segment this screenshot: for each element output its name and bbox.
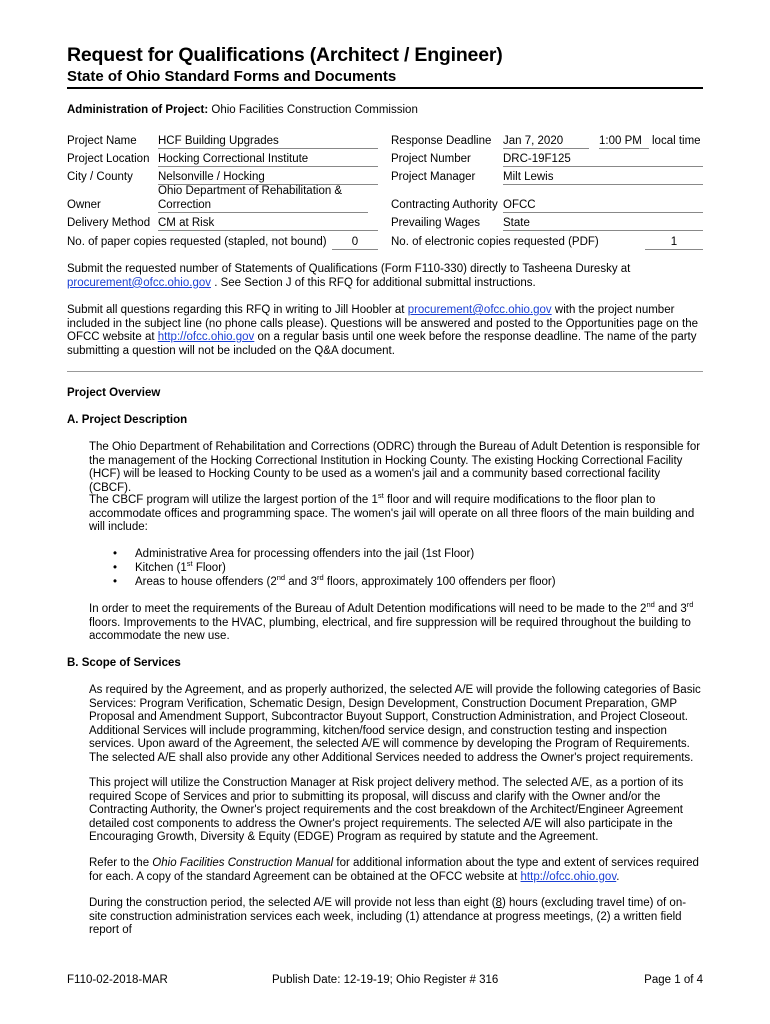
- administration-line: [67, 104, 418, 116]
- sup-nd: nd: [646, 600, 655, 610]
- page-subtitle: State of Ohio Standard Forms and Documents: [67, 68, 397, 85]
- bullet-2-pre: Kitchen (1: [135, 562, 187, 574]
- submit-email-link[interactable]: procurement@ofcc.ohio.gov: [67, 276, 211, 289]
- local-time-label: local time: [652, 135, 701, 147]
- p3-text-post: floors. Improvements to the HVAC, plumbing, electrical, and fire suppression will be required throughout the building to accommodate the new use.: [89, 616, 691, 643]
- description-paragraph-2: [89, 491, 703, 535]
- submit-text: Submit the requested number of Statements of Qualifications (Form F110-330) directly to Tasheena Duresky at: [67, 263, 631, 275]
- scope-paragraph-4: [89, 897, 703, 938]
- scope-paragraph-3: Refer to the Ohio Facilities Construction Manual for additional information about the type and extent of services required for each. A copy of the standard Agreement can be obtained at the OFCC website at http://ofcc.ohio.gov.: [89, 857, 699, 883]
- response-deadline-date-field[interactable]: Jan 7, 2020: [503, 134, 589, 149]
- section-divider: [67, 371, 703, 372]
- owner-label: Owner: [67, 199, 101, 211]
- p4-text-post: ) hours (excluding travel time) of on-site construction administration services each week, including (1) attendance at progress meetings, (2) a written field report of: [89, 897, 687, 937]
- project-overview-heading: Project Overview: [67, 387, 161, 399]
- scope-paragraph-2: This project will utilize the Construction Manager at Risk project delivery method. The selected A/E, as a portion of its required Scope of Services and prior to submitting its proposal, will discuss and clarify with the Owner and/or the Contracting Authority, the Owner's project requirements and the cost breakdown of the Architect/Engineer Agreement detailed cost components to address the Owner's project requirements. The selected A/E will also participate in the Encouraging Growth, Diversity & Equity (EDGE) Program as required by statute and the Agreement.: [89, 777, 684, 844]
- prevailing-wages-field[interactable]: State: [503, 216, 703, 231]
- project-name-field[interactable]: HCF Building Upgrades: [158, 134, 378, 149]
- sup-st: st: [186, 559, 193, 569]
- submit-text-tail: . See Section J of this RFQ for additional submittal instructions.: [214, 276, 536, 289]
- city-county-field[interactable]: Nelsonville / Hocking: [158, 170, 378, 185]
- project-number-label: Project Number: [391, 153, 471, 165]
- electronic-copies-label: No. of electronic copies requested (PDF): [391, 236, 599, 248]
- paper-copies-field[interactable]: 0: [332, 235, 378, 250]
- footer-publish-date: Publish Date: 12-19-19; Ohio Register # 316: [272, 974, 499, 986]
- questions-paragraph: [67, 304, 703, 358]
- questions-text-mid: with the project number included in the subject line (no phone calls please). Questions will be answered and posted to the Opportunities page on the OFCC website at: [67, 304, 698, 344]
- description-paragraph-1: The Ohio Department of Rehabilitation and Corrections (ODRC) through the Bureau of Adult Detention is responsible for the management of the Hocking Correctional Institution in Hocking County. The existing Hocking Correctional Facility (HCF) will be leased to Hocking County to be used as a women's jail and a community based correctional facility (CBCF).: [89, 441, 701, 494]
- delivery-method-field[interactable]: CM at Risk: [158, 216, 378, 231]
- bullet-3-mid: and 3: [285, 576, 318, 588]
- footer-form-id: F110-02-2018-MAR: [67, 974, 168, 986]
- bullet-1-text: Administrative Area for processing offenders into the jail (1st Floor): [135, 548, 475, 560]
- hours-number: 8: [495, 897, 502, 909]
- bullet-3-post: floors, approximately 100 offenders per floor): [323, 576, 556, 588]
- p4-text-pre: During the construction period, the selected A/E will provide not less than eight (: [89, 897, 496, 909]
- p3b-text-pre: Refer to the: [89, 857, 150, 869]
- sup-st: st: [377, 491, 384, 501]
- description-paragraph-3: [89, 600, 703, 644]
- electronic-copies-field[interactable]: 1: [645, 235, 703, 250]
- ofcc-website-link[interactable]: http://ofcc.ohio.gov: [157, 331, 255, 344]
- scope-of-services-heading: B. Scope of Services: [67, 657, 181, 669]
- project-name-label: Project Name: [67, 135, 137, 147]
- delivery-method-label: Delivery Method: [67, 217, 151, 229]
- paper-copies-label: No. of paper copies requested (stapled, not bound): [67, 236, 327, 248]
- page-title: Request for Qualifications (Architect / Engineer): [67, 44, 503, 66]
- bullet-2-post: Floor): [192, 562, 226, 574]
- p3-text-mid: and 3: [654, 603, 687, 615]
- response-deadline-label: Response Deadline: [391, 135, 492, 147]
- city-county-label: City / County: [67, 171, 133, 183]
- project-location-field[interactable]: Hocking Correctional Institute: [158, 152, 378, 167]
- scope-paragraph-1: As required by the Agreement, and as properly authorized, the selected A/E will provide the following categories of Basic Services: Program Verification, Schematic Design, Design Development, Construction Document Preparation, GMP Proposal and Amendment Support, Subcontractor Buyout Support, Construction Administration, and Project Closeout. Additional Services will include programming, kitchen/food service design, and construction testing and inspection services. Upon award of the Agreement, the selected A/E will commence by developing the Program of Requirements. The selected A/E shall also provide any other Additional Services needed to address the Owner's project requirements.: [89, 684, 701, 764]
- project-location-label: Project Location: [67, 153, 150, 165]
- manual-title: Ohio Facilities Construction Manual: [152, 857, 334, 869]
- sup-nd: nd: [276, 573, 286, 583]
- questions-text-tail: on a regular basis until one week before the response deadline. The name of the party submitting a question will not be included on the Q&A document.: [67, 331, 697, 357]
- sup-rd: rd: [317, 573, 324, 583]
- agreement-website-link[interactable]: http://ofcc.ohio.gov: [520, 870, 617, 883]
- p2-text-post: floor and will require modifications to the floor plan to accommodate offices and programming space. The women's jail will operate on all three floors of the main building and will include:: [89, 494, 695, 534]
- project-manager-field[interactable]: Milt Lewis: [503, 170, 703, 185]
- contracting-authority-label: Contracting Authority: [391, 199, 498, 211]
- p3-text-pre: In order to meet the requirements of the Bureau of Adult Detention modifications will need to be made to the 2: [89, 603, 647, 615]
- p3b-text-mid: for additional information about the type and extent of services required for each. A copy of the standard Agreement can be obtained at the OFCC website at: [89, 857, 699, 883]
- questions-text: Submit all questions regarding this RFQ in writing to Jill Hoobler at: [67, 304, 405, 316]
- project-manager-label: Project Manager: [391, 171, 476, 183]
- administration-value: Ohio Facilities Construction Commission: [211, 104, 418, 116]
- footer-page-number: Page 1 of 4: [644, 974, 703, 986]
- title-divider: [67, 87, 703, 89]
- response-deadline-time-field[interactable]: 1:00 PM: [599, 134, 649, 149]
- p2-text-pre: The CBCF program will utilize the largest portion of the 1: [89, 494, 378, 506]
- bullet-item-2: • Kitchen (1st Floor): [113, 559, 226, 574]
- administration-label: Administration of Project:: [67, 104, 209, 116]
- project-number-field[interactable]: DRC-19F125: [503, 152, 703, 167]
- questions-email-link[interactable]: procurement@ofcc.ohio.gov: [407, 304, 552, 316]
- bullet-3-pre: Areas to house offenders (2: [135, 576, 277, 588]
- owner-field[interactable]: Ohio Department of Rehabilitation & Correction: [158, 184, 368, 213]
- submit-paragraph: [67, 263, 703, 290]
- prevailing-wages-label: Prevailing Wages: [391, 217, 481, 229]
- bullet-item-3: • Areas to house offenders (2nd and 3rd floors, approximately 100 offenders per floor): [113, 573, 556, 588]
- bullet-item-1: • Administrative Area for processing offenders into the jail (1st Floor): [113, 548, 475, 560]
- project-description-heading: A. Project Description: [67, 414, 188, 426]
- contracting-authority-field[interactable]: OFCC: [503, 198, 703, 213]
- sup-rd: rd: [686, 600, 694, 610]
